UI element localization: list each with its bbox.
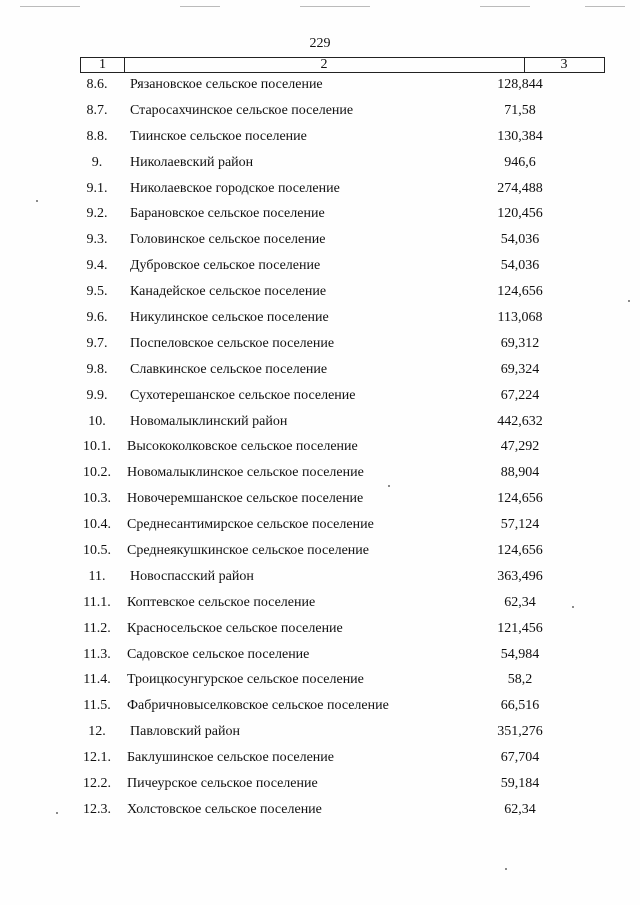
row-name: Садовское сельское поселение (127, 646, 310, 662)
row-name: Новомалыклинский район (130, 413, 288, 429)
table-row (0, 74, 640, 100)
row-name: Николаевское городское поселение (130, 180, 340, 196)
table-row (0, 126, 640, 152)
row-name: Сухотерешанское сельское поселение (130, 387, 356, 403)
table-row (0, 799, 640, 825)
row-number: 11.1. (83, 594, 111, 610)
row-value: 124,656 (497, 543, 543, 559)
row-value: 57,124 (500, 517, 540, 533)
table-row (0, 411, 640, 437)
table-row (0, 333, 640, 359)
row-number: 12.3. (83, 801, 111, 817)
row-number: 9.7. (86, 335, 108, 351)
table-row (0, 773, 640, 799)
table-row (0, 488, 640, 514)
row-number: 10. (88, 413, 106, 429)
row-value: 67,224 (500, 387, 540, 403)
row-value: 58,2 (507, 672, 533, 688)
row-value: 59,184 (500, 776, 540, 792)
row-value: 128,844 (497, 77, 543, 92)
row-number: 9.3. (86, 232, 108, 248)
row-name: Коптевское сельское поселение (127, 594, 316, 610)
row-value: 67,704 (500, 750, 540, 766)
row-value: 62,34 (504, 594, 536, 610)
scan-speck (36, 200, 38, 202)
row-number: 11. (88, 568, 106, 584)
table-row (0, 514, 640, 540)
table-row (0, 462, 640, 488)
row-name: Старосахчинское сельское поселение (130, 102, 354, 118)
row-name: Баклушинское сельское поселение (127, 750, 334, 766)
row-name: Павловский район (130, 724, 240, 740)
table-row (0, 307, 640, 333)
row-name: Новочеремшанское сельское поселение (127, 491, 364, 507)
row-value: 124,656 (497, 284, 543, 300)
table-row (0, 255, 640, 281)
row-number: 10.1. (83, 439, 111, 455)
row-name: Среднеякушкинское сельское поселение (127, 543, 369, 559)
row-number: 9. (91, 154, 103, 170)
row-number: 11.5. (83, 698, 111, 714)
row-name: Дубровское сельское поселение (130, 258, 321, 274)
row-number: 12. (88, 724, 106, 740)
row-number: 9.9. (86, 387, 108, 403)
row-value: 121,456 (497, 620, 543, 636)
table-body (0, 74, 640, 825)
row-name: Барановское сельское поселение (130, 206, 325, 222)
table-row (0, 695, 640, 721)
row-name: Тиинское сельское поселение (130, 128, 307, 144)
row-value: 47,292 (500, 439, 540, 455)
table-header (80, 57, 605, 73)
header-col-3: 3 (560, 57, 568, 72)
table-row (0, 540, 640, 566)
row-value: 274,488 (497, 180, 543, 196)
row-number: 9.5. (86, 284, 108, 300)
row-value: 69,324 (500, 361, 540, 377)
table-row (0, 203, 640, 229)
row-number: 8.6. (86, 77, 108, 92)
row-number: 10.3. (83, 491, 111, 507)
row-name: Высококолковское сельское поселение (127, 439, 358, 455)
row-name: Холстовское сельское поселение (127, 801, 322, 817)
row-value: 130,384 (497, 128, 543, 144)
table-row (0, 100, 640, 126)
scan-speck (572, 606, 574, 608)
row-name: Поспеловское сельское поселение (130, 335, 335, 351)
row-value: 54,984 (500, 646, 540, 662)
table-row (0, 436, 640, 462)
row-value: 124,656 (497, 491, 543, 507)
row-value: 442,632 (497, 413, 543, 429)
row-value: 54,036 (500, 258, 540, 274)
page-number: 229 (309, 36, 331, 51)
row-value: 66,516 (500, 698, 540, 714)
row-value: 71,58 (504, 102, 536, 118)
row-number: 10.5. (83, 543, 111, 559)
table-row (0, 178, 640, 204)
row-name: Новоспасский район (130, 568, 254, 584)
table-row (0, 385, 640, 411)
row-name: Рязановское сельское поселение (130, 77, 323, 92)
row-name: Головинское сельское поселение (130, 232, 326, 248)
row-value: 69,312 (500, 335, 540, 351)
row-number: 11.2. (83, 620, 111, 636)
row-value: 946,6 (504, 154, 536, 170)
row-name: Славкинское сельское поселение (130, 361, 328, 377)
row-number: 9.6. (86, 310, 108, 326)
table-row (0, 747, 640, 773)
row-number: 11.3. (83, 646, 111, 662)
table-row (0, 644, 640, 670)
row-name: Канадейское сельское поселение (130, 284, 327, 300)
scan-speck (56, 812, 58, 814)
row-value: 62,34 (504, 801, 536, 817)
row-number: 10.4. (83, 517, 111, 533)
row-value: 113,068 (497, 310, 543, 326)
row-name: Троицкосунгурское сельское поселение (127, 672, 364, 688)
header-col-1: 1 (81, 58, 125, 72)
row-number: 9.8. (86, 361, 108, 377)
row-value: 120,456 (497, 206, 543, 222)
table-row (0, 592, 640, 618)
row-name: Новомалыклинское сельское поселение (127, 465, 364, 481)
row-number: 11.4. (83, 672, 111, 688)
row-name: Пичеурское сельское поселение (127, 776, 318, 792)
scan-speck (388, 485, 390, 487)
row-value: 363,496 (497, 568, 543, 584)
row-name: Никулинское сельское поселение (130, 310, 329, 326)
row-number: 10.2. (83, 465, 111, 481)
scan-speck (628, 300, 630, 302)
table-row (0, 281, 640, 307)
table-row (0, 152, 640, 178)
table-row (0, 229, 640, 255)
table-row (0, 359, 640, 385)
row-number: 9.1. (86, 180, 108, 196)
row-value: 88,904 (500, 465, 540, 481)
row-number: 12.2. (83, 776, 111, 792)
row-number: 9.4. (86, 258, 108, 274)
row-name: Красносельское сельское поселение (127, 620, 343, 636)
row-name: Николаевский район (130, 154, 254, 170)
row-number: 12.1. (83, 750, 111, 766)
table-row (0, 721, 640, 747)
table-row (0, 618, 640, 644)
row-number: 8.7. (86, 102, 108, 118)
scan-speck (505, 868, 507, 870)
row-value: 54,036 (500, 232, 540, 248)
row-number: 9.2. (86, 206, 108, 222)
row-name: Среднесантимирское сельское поселение (127, 517, 374, 533)
row-name: Фабричновыселковское сельское поселение (127, 698, 389, 714)
row-value: 351,276 (497, 724, 543, 740)
header-col-2: 2 (124, 58, 525, 72)
row-number: 8.8. (86, 128, 108, 144)
table-row (0, 566, 640, 592)
table-row (0, 669, 640, 695)
